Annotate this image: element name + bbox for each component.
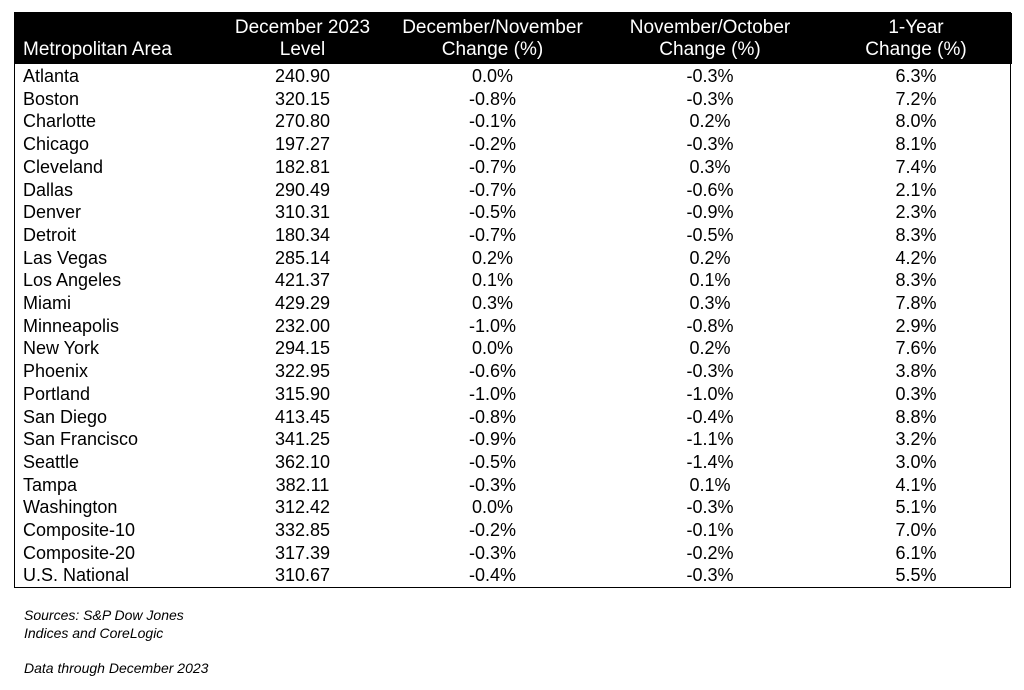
cell-one-year-change: 2.3% xyxy=(895,202,937,223)
cell-level: 382.11 xyxy=(275,474,330,495)
cell-dec-nov-change: -0.5% xyxy=(468,451,517,472)
cell-nov-oct-change: 0.2% xyxy=(689,338,731,359)
cell-nov-oct-change: -0.2% xyxy=(686,542,734,563)
cell-nov-oct-change: 0.3% xyxy=(689,293,731,314)
cell-one-year-change: 4.1% xyxy=(895,474,937,495)
cell-level: 310.31 xyxy=(274,202,331,223)
cell-level: 310.67 xyxy=(274,565,331,586)
cell-nov-oct-change: -0.9% xyxy=(686,202,734,223)
cell-level: 240.90 xyxy=(274,66,331,86)
cell-level: 322.95 xyxy=(274,361,331,382)
cell-nov-oct-change: -0.3% xyxy=(686,497,734,518)
table-row xyxy=(15,292,1012,315)
cell-dec-nov-change: -0.2% xyxy=(468,134,517,155)
cell-level: 180.34 xyxy=(274,224,331,245)
cell-metropolitan-area: Washington xyxy=(23,497,118,518)
cell-metropolitan-area: Tampa xyxy=(23,474,78,495)
cell-nov-oct-change: 0.2% xyxy=(689,247,731,268)
cell-one-year-change: 2.9% xyxy=(895,315,937,336)
cell-nov-oct-change: 0.3% xyxy=(689,156,731,177)
cell-level: 312.42 xyxy=(274,497,331,518)
header-metropolitan-area: Metropolitan Area xyxy=(23,39,172,60)
cell-nov-oct-change: -1.4% xyxy=(686,451,734,472)
cell-one-year-change: 8.8% xyxy=(895,406,937,427)
cell-dec-nov-change: 0.3% xyxy=(471,293,514,314)
cell-dec-nov-change: -0.7% xyxy=(468,179,517,200)
cell-dec-nov-change: 0.0% xyxy=(471,66,514,86)
cell-level: 270.80 xyxy=(274,111,331,132)
cell-dec-nov-change: -0.3% xyxy=(468,474,517,495)
cell-nov-oct-change: 0.2% xyxy=(689,111,731,132)
cell-dec-nov-change: -0.9% xyxy=(468,429,517,450)
cell-one-year-change: 7.8% xyxy=(895,293,937,314)
cell-nov-oct-change: -0.3% xyxy=(686,88,734,109)
cell-dec-nov-change: -0.1% xyxy=(468,111,517,132)
cell-nov-oct-change: -0.5% xyxy=(686,224,734,245)
cell-nov-oct-change: -0.3% xyxy=(686,134,734,155)
cell-metropolitan-area: Denver xyxy=(23,202,82,223)
table-row xyxy=(15,564,1012,587)
header-level: December 2023 Level xyxy=(234,17,371,60)
cell-dec-nov-change: -0.7% xyxy=(468,156,517,177)
cell-level: 413.45 xyxy=(274,406,331,427)
table-row xyxy=(15,383,1012,406)
cell-metropolitan-area: Portland xyxy=(23,383,91,404)
table-row xyxy=(15,496,1012,519)
cell-metropolitan-area: Detroit xyxy=(23,224,77,245)
cell-metropolitan-area: Boston xyxy=(23,88,80,109)
table-row xyxy=(15,451,1012,474)
table-row xyxy=(15,315,1012,338)
cell-nov-oct-change: 0.1% xyxy=(689,474,731,495)
cell-metropolitan-area: New York xyxy=(23,338,100,359)
cell-one-year-change: 8.1% xyxy=(895,134,937,155)
table-row xyxy=(15,269,1012,292)
table-row xyxy=(15,519,1012,542)
cell-dec-nov-change: -0.4% xyxy=(468,565,517,586)
cell-one-year-change: 8.0% xyxy=(895,111,937,132)
cell-metropolitan-area: Phoenix xyxy=(23,361,89,382)
cell-level: 421.37 xyxy=(274,270,331,291)
cell-dec-nov-change: -0.6% xyxy=(468,361,517,382)
cell-dec-nov-change: 0.0% xyxy=(471,338,514,359)
cell-one-year-change: 6.3% xyxy=(895,66,937,86)
cell-metropolitan-area: Las Vegas xyxy=(23,247,108,268)
cell-metropolitan-area: Atlanta xyxy=(23,66,80,86)
cell-metropolitan-area: Miami xyxy=(23,293,71,314)
cell-level: 290.49 xyxy=(274,179,331,200)
cell-dec-nov-change: -0.8% xyxy=(468,88,517,109)
cell-level: 197.27 xyxy=(274,134,331,155)
home-price-table-container xyxy=(14,12,1011,588)
cell-level: 362.10 xyxy=(274,451,331,472)
table-row xyxy=(15,133,1012,156)
table-row xyxy=(15,428,1012,451)
table-header-row xyxy=(15,13,1012,64)
cell-one-year-change: 3.0% xyxy=(895,451,937,472)
cell-metropolitan-area: Chicago xyxy=(23,134,90,155)
cell-nov-oct-change: 0.1% xyxy=(689,270,731,291)
home-price-table xyxy=(15,13,1012,587)
cell-metropolitan-area: U.S. National xyxy=(23,565,130,586)
cell-one-year-change: 0.3% xyxy=(895,383,937,404)
cell-nov-oct-change: -0.3% xyxy=(686,66,734,86)
table-row xyxy=(15,88,1012,111)
table-row xyxy=(15,110,1012,133)
cell-dec-nov-change: -0.7% xyxy=(468,224,517,245)
cell-metropolitan-area: Composite-10 xyxy=(23,520,136,541)
cell-dec-nov-change: 0.1% xyxy=(471,270,514,291)
cell-one-year-change: 7.2% xyxy=(895,88,937,109)
cell-metropolitan-area: Los Angeles xyxy=(23,270,122,291)
table-row xyxy=(15,542,1012,565)
header-one-year-change: 1-Year Change (%) xyxy=(865,17,967,60)
cell-level: 429.29 xyxy=(274,293,331,314)
cell-nov-oct-change: -0.3% xyxy=(686,565,734,586)
table-row xyxy=(15,247,1012,270)
sources-line-2: Indices and CoreLogic xyxy=(24,625,164,641)
cell-dec-nov-change: -0.5% xyxy=(468,202,517,223)
cell-nov-oct-change: -0.8% xyxy=(686,315,734,336)
cell-nov-oct-change: -0.6% xyxy=(686,179,734,200)
cell-dec-nov-change: 0.0% xyxy=(471,497,514,518)
cell-one-year-change: 2.1% xyxy=(895,179,937,200)
cell-level: 317.39 xyxy=(274,542,331,563)
cell-one-year-change: 8.3% xyxy=(895,270,937,291)
cell-one-year-change: 5.1% xyxy=(895,497,937,518)
cell-nov-oct-change: -0.1% xyxy=(686,520,734,541)
cell-nov-oct-change: -0.4% xyxy=(686,406,734,427)
cell-level: 332.85 xyxy=(274,520,331,541)
cell-level: 315.90 xyxy=(274,383,331,404)
cell-one-year-change: 5.5% xyxy=(895,565,937,586)
cell-dec-nov-change: -1.0% xyxy=(468,383,517,404)
cell-one-year-change: 6.1% xyxy=(895,542,937,563)
cell-metropolitan-area: Charlotte xyxy=(23,111,97,132)
cell-metropolitan-area: Minneapolis xyxy=(23,315,120,336)
cell-dec-nov-change: -0.3% xyxy=(468,542,517,563)
table-row xyxy=(15,179,1012,202)
cell-level: 232.00 xyxy=(274,315,331,336)
table-row xyxy=(15,474,1012,497)
cell-dec-nov-change: -1.0% xyxy=(468,315,517,336)
cell-one-year-change: 4.2% xyxy=(895,247,937,268)
cell-level: 294.15 xyxy=(274,338,331,359)
table-row xyxy=(15,156,1012,179)
cell-dec-nov-change: 0.2% xyxy=(471,247,514,268)
data-through-note: Data through December 2023 xyxy=(24,660,209,676)
cell-level: 182.81 xyxy=(274,156,331,177)
sources-line-1: Sources: S&P Dow Jones xyxy=(24,607,184,623)
cell-metropolitan-area: San Diego xyxy=(23,406,108,427)
cell-level: 341.25 xyxy=(274,429,331,450)
cell-one-year-change: 3.8% xyxy=(895,361,937,382)
cell-metropolitan-area: Seattle xyxy=(23,451,80,472)
cell-nov-oct-change: -0.3% xyxy=(686,361,734,382)
table-row xyxy=(15,360,1012,383)
cell-level: 285.14 xyxy=(274,247,331,268)
sources-note xyxy=(24,606,184,642)
table-row xyxy=(15,406,1012,429)
cell-one-year-change: 8.3% xyxy=(895,224,937,245)
cell-dec-nov-change: -0.8% xyxy=(468,406,517,427)
header-nov-oct-change: November/October Change (%) xyxy=(629,17,791,60)
table-row xyxy=(15,224,1012,247)
cell-metropolitan-area: San Francisco xyxy=(23,429,139,450)
table-body xyxy=(15,64,1012,587)
cell-metropolitan-area: Cleveland xyxy=(23,156,104,177)
cell-one-year-change: 7.0% xyxy=(895,520,937,541)
cell-metropolitan-area: Dallas xyxy=(23,179,74,200)
cell-dec-nov-change: -0.2% xyxy=(468,520,517,541)
cell-one-year-change: 3.2% xyxy=(895,429,937,450)
cell-nov-oct-change: -1.1% xyxy=(686,429,734,450)
header-dec-nov-change: December/November Change (%) xyxy=(402,17,583,60)
cell-one-year-change: 7.6% xyxy=(895,338,937,359)
cell-one-year-change: 7.4% xyxy=(895,156,937,177)
table-row xyxy=(15,64,1012,88)
cell-nov-oct-change: -1.0% xyxy=(686,383,734,404)
table-row xyxy=(15,337,1012,360)
cell-level: 320.15 xyxy=(274,88,331,109)
table-row xyxy=(15,201,1012,224)
cell-metropolitan-area: Composite-20 xyxy=(23,542,136,563)
